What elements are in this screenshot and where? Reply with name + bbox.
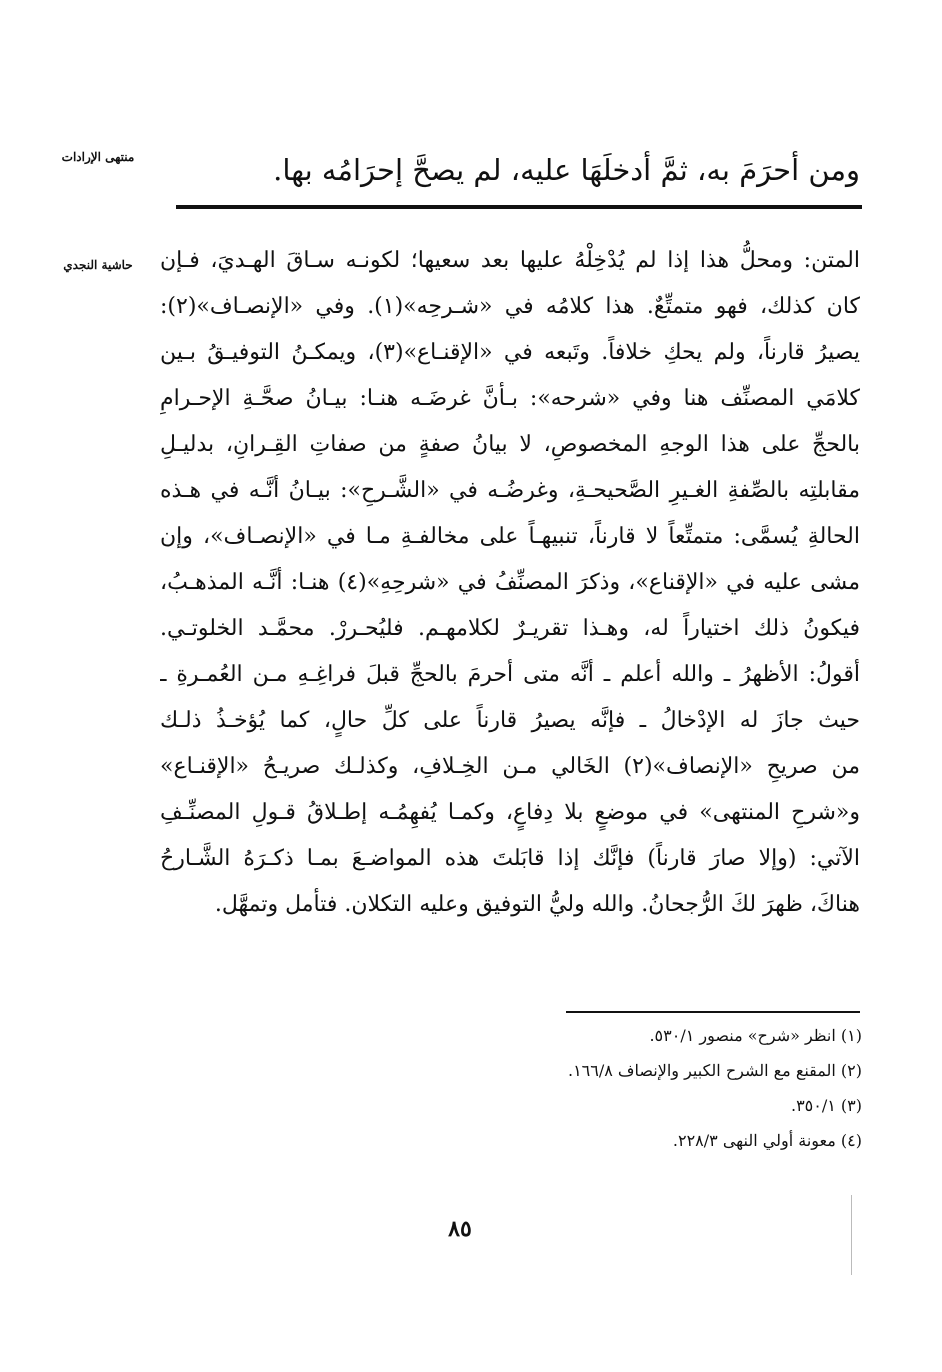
commentary-line: و«شرحِ المنتهى» في موضعٍ بلا دِفاعٍ، وكمـا يُفهِمُـه إطـلاقُ قـولِ المصنِّـفِ bbox=[160, 800, 860, 825]
commentary-line: أقولُ: الأظهرُ ـ والله أعلم ـ أنَّه متى أحرمَ بالحجِّ قبلَ فراغِـهِ مـن العُمـرةِ ـ bbox=[160, 662, 860, 687]
footnote-item: (٤) معونة أولي النهى ٢٢٨/٣. bbox=[672, 1131, 862, 1150]
commentary-line: بالحجِّ على هذا الوجهِ المخصوصِ، لا بيانُ صفةٍ من صفاتِ القِـرانِ، بدليـلِ bbox=[160, 432, 860, 457]
commentary-line: كان كذلك، فهو متمتِّعٌ. هذا كلامُه في «شـرحِه»(١). وفي «الإنصـاف»(٢): bbox=[160, 294, 860, 319]
commentary-line: يصيرُ قارناً، ولم يحكِ خلافاً. وتَبعه في «الإقنـاع»(٣)، ويمكـنُ التوفيـقُ بـين bbox=[160, 340, 860, 365]
scan-edge-mark bbox=[851, 1195, 852, 1275]
footnotes bbox=[300, 1018, 862, 1158]
footnote-item: (١) انظر «شرح» منصور ٥٣٠/١. bbox=[649, 1026, 862, 1045]
commentary-line: مقابلتِه بالصِّفةِ الغـيرِ الصَّحيحـةِ، وغرضُـه في «الشَّـرحِ»: بيـانُ أنَّـه في هـذه bbox=[160, 478, 860, 503]
commentary-line: كلامَي المصنِّف هنا وفي «شرحه»: بـأنَّ غرضَـه هنـا: بيـانُ صحَّـةِ الإحـرامِ bbox=[160, 386, 860, 411]
matn-text: ومن أحرَمَ به، ثمَّ أدخلَهَا عليه، لم يصحَّ إحرَامُه بها. bbox=[273, 153, 860, 187]
commentary-line: المتن: ومحلُّ هذا إذا لم يُدْخِلْهُ عليها بعد سعيها؛ لكونـه سـاقَ الهـديَ، فـإن bbox=[160, 248, 860, 273]
commentary-line: هناكَ، ظهرَ لكَ الرُّجحانُ. والله وليُّ التوفيق وعليه التكلان. فتأمل وتمهَّل. bbox=[214, 892, 860, 917]
commentary-line: حيث جازَ له الإدْخالُ ـ فإنَّه يصيرُ قارناً على كلِّ حالٍ، كما يُؤخـذُ ذلـك bbox=[160, 708, 860, 733]
matn-divider bbox=[176, 205, 862, 209]
commentary-line: الآتي: (وإلا صارَ قارناً) فإنَّك إذا قابَلتَ هذه المواضـعَ بمـا ذكـرَهُ الشَّـارحُ bbox=[160, 846, 860, 871]
footnote-item: (٢) المقنع مع الشرح الكبير والإنصاف ١٦٦/٨. bbox=[567, 1061, 862, 1080]
commentary-line: مشى عليه في «الإقناع»، وذكرَ المصنِّفُ في «شرحِهِ»(٤) هنـا: أنَّـه المذهـبُ، bbox=[160, 570, 860, 595]
commentary-line: فيكونُ ذلك اختياراً له، وهـذا تقريـرٌ لكلامهـم. فليُحـررْ. محمَّـد الخلوتـي. bbox=[160, 616, 860, 641]
side-label-muntaha: منتهى الإرادات bbox=[61, 150, 135, 164]
commentary-line: من صريحِ «الإنصاف»(٢) الخَالي مـن الخِـلافِ، وكذلـك صريـحُ «الإقنـاع» bbox=[160, 754, 860, 779]
side-label-hashiya: حاشية النجدي bbox=[63, 258, 133, 272]
page-number: ٨٥ bbox=[448, 1216, 472, 1242]
commentary-body bbox=[160, 238, 860, 928]
footnote-item: (٣) ٣٥٠/١. bbox=[790, 1096, 862, 1115]
footnote-divider bbox=[566, 1011, 860, 1013]
commentary-line: الحالةِ يُسمَّى: متمتِّعاً لا قارناً، تنبيهـاً على مخالفـةِ مـا في «الإنصـاف»، وإن bbox=[160, 524, 860, 549]
